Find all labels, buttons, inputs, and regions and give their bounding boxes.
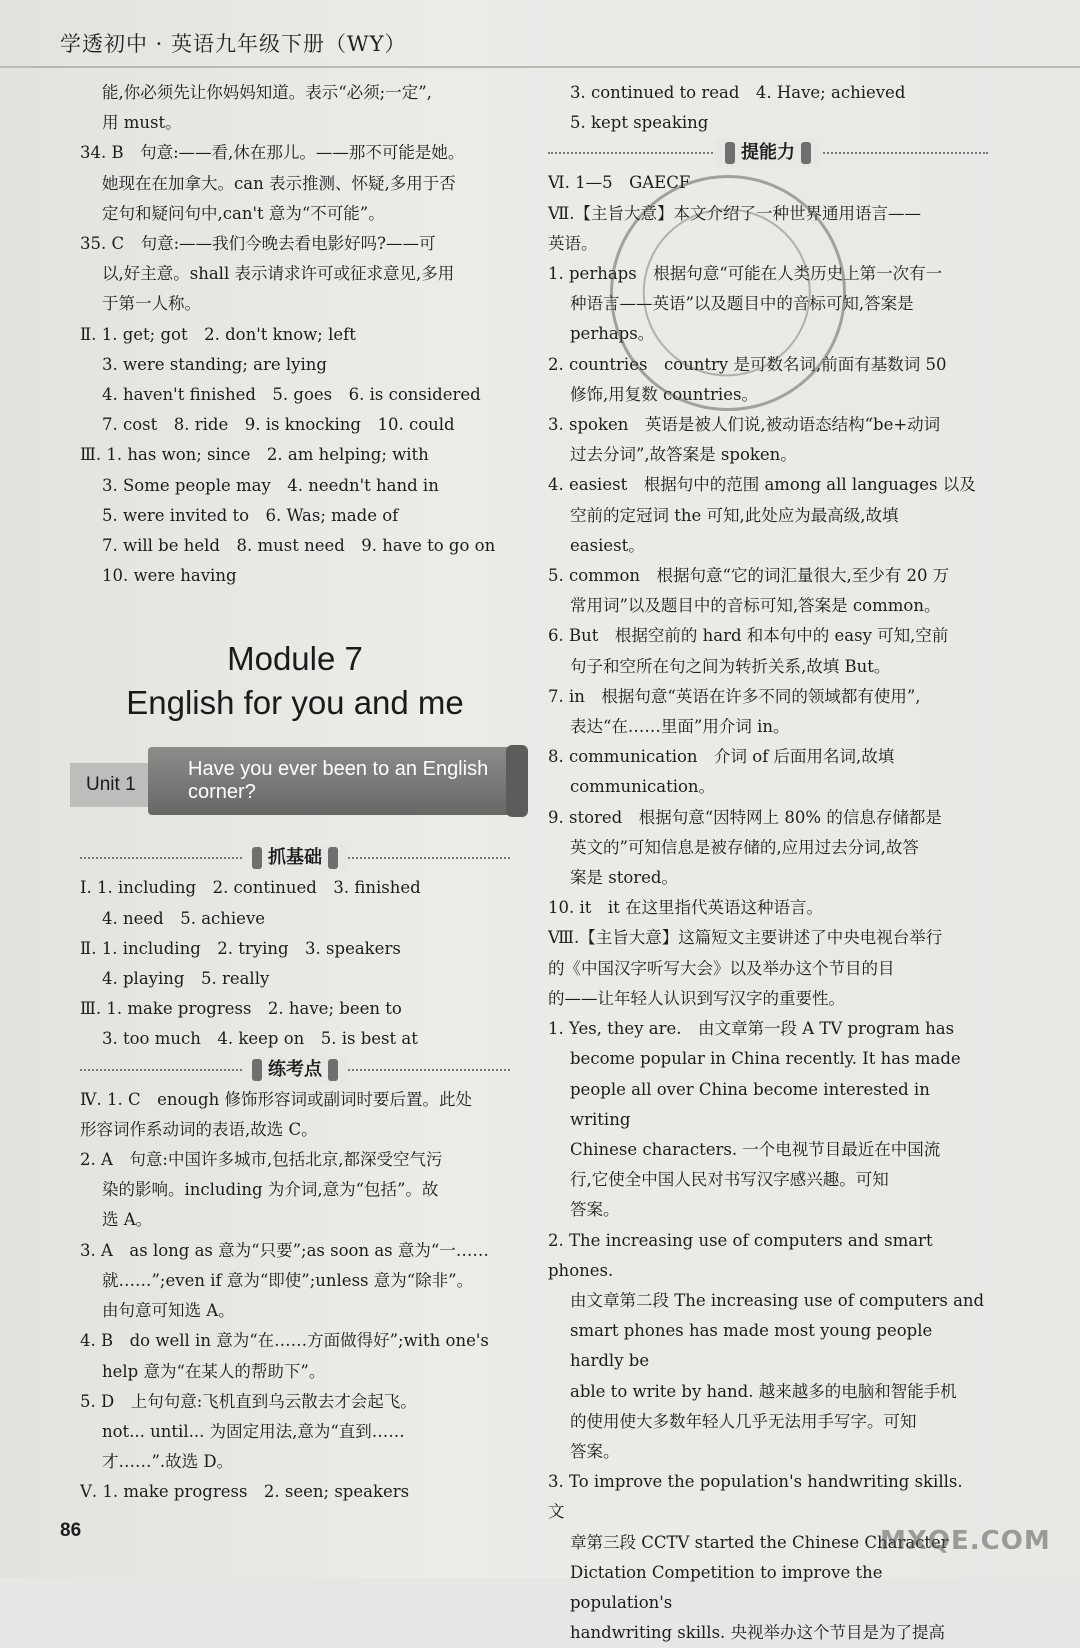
answer-line: Ⅱ. 1. including 2. trying 3. speakers: [80, 938, 401, 958]
answer-line: 染的影响。including 为介词,意为“包括”。故: [102, 1180, 439, 1200]
answer-line: 3. spoken 英语是被人们说,被动语态结构“be+动词: [548, 415, 941, 435]
answer-line: perhaps。: [570, 324, 655, 344]
section-title-ability: 提能力: [741, 142, 795, 164]
answer-line: smart phones has made most young people hardly be: [570, 1321, 933, 1371]
answer-line: 5. were invited to 6. Was; made of: [102, 505, 399, 525]
answer-line: 10. it it 在这里指代英语这种语言。: [548, 898, 824, 918]
answer-line: 3. To improve the population's handwriting skills. 文: [548, 1472, 980, 1522]
answer-line: easiest。: [570, 535, 645, 555]
module-title: [80, 637, 510, 725]
answer-line: 种语言——英语”以及题目中的音标可知,答案是: [570, 294, 914, 314]
answer-line: 4. haven't finished 5. goes 6. is considered: [102, 385, 481, 405]
answer-line: 3. continued to read 4. Have; achieved: [570, 83, 906, 102]
section-title-practice: 练考点: [268, 1058, 322, 1080]
answer-line: 8. communication 介词 of 后面用名词,故填: [548, 747, 895, 767]
right-main-answers: [548, 168, 988, 1648]
tag-cap-icon: [725, 142, 735, 164]
answer-line: 7. will be held 8. must need 9. have to go on: [102, 536, 496, 556]
answer-line: 4. B do well in 意为“在……方面做得好”;with one's: [80, 1331, 489, 1351]
page-number: 86: [60, 1520, 82, 1541]
answer-line: 章第三段 CCTV started the Chinese Character: [570, 1532, 949, 1552]
answer-line: 3. A as long as 意为“只要”;as soon as 意为“一……: [80, 1240, 489, 1260]
answer-line: 英文的”可知信息是被存储的,应用过去分词,故答: [570, 837, 919, 857]
tag-cap-icon: [252, 847, 262, 869]
answer-line: Ⅴ. 1. make progress 2. seen; speakers: [80, 1482, 410, 1502]
section-divider-ability: [548, 138, 988, 168]
module-name: English for you and me: [126, 684, 464, 722]
answer-line: Ⅰ. 1. including 2. continued 3. finished: [80, 878, 421, 898]
answer-line: able to write by hand. 越来越多的电脑和智能手机: [570, 1381, 957, 1401]
answer-line: 10. were having: [102, 566, 237, 586]
answer-line: 定句和疑问句中,can't 意为“不可能”。: [102, 203, 385, 223]
unit-title: Have you ever been to an English corner?: [188, 758, 489, 804]
answer-line: 3. too much 4. keep on 5. is best at: [102, 1029, 418, 1049]
answer-line: Ⅵ. 1—5 GAECF: [548, 173, 691, 193]
answer-line: 形容词作系动词的表语,故选 C。: [80, 1119, 318, 1139]
answer-line: 2. The increasing use of computers and smart phones.: [548, 1230, 933, 1280]
page-header-title: 学透初中 · 英语九年级下册（WY）: [60, 32, 407, 56]
answer-line: 5. kept speaking: [570, 113, 709, 133]
left-bottom-answers: [80, 1085, 510, 1508]
answer-line: 才……”.故选 D。: [102, 1452, 234, 1472]
left-mid-answers: [80, 873, 510, 1054]
answer-line: 表达“在……里面”用介词 in。: [570, 717, 790, 737]
left-column: [80, 78, 510, 1508]
banner-cap: [506, 745, 528, 817]
answer-line: 修饰,用复数 countries。: [570, 384, 758, 404]
answer-line: 的《中国汉字听写大会》以及举办这个节目的目: [548, 958, 895, 978]
tag-cap-icon: [328, 847, 338, 869]
answer-line: 4. playing 5. really: [102, 969, 270, 989]
answer-line: not... until... 为固定用法,意为“直到……: [102, 1421, 405, 1441]
answer-line: 的——让年轻人认识到写汉字的重要性。: [548, 988, 845, 1008]
answer-line: 5. D 上句句意:飞机直到乌云散去才会起飞。: [80, 1391, 417, 1411]
answer-line: Chinese characters. 一个电视节目最近在中国流: [570, 1139, 941, 1159]
answer-line: 6. But 根据空前的 hard 和本句中的 easy 可知,空前: [548, 626, 949, 646]
answer-line: Ⅶ.【主旨大意】本文介绍了一种世界通用语言——: [548, 203, 922, 223]
watermark-logo: MXQE.COM: [880, 1526, 1051, 1556]
right-column: [548, 78, 988, 1648]
answer-line: 案是 stored。: [570, 868, 678, 888]
answer-line: 就……”;even if 意为“即使”;unless 意为“除非”。: [102, 1270, 474, 1290]
answer-line: 答案。: [570, 1200, 620, 1220]
answer-line: become popular in China recently. It has made: [570, 1049, 961, 1069]
answer-line: 3. Some people may 4. needn't hand in: [102, 475, 439, 495]
answer-line: 过去分词”,故答案是 spoken。: [570, 445, 797, 465]
right-top-answers: [548, 78, 988, 138]
answer-line: 答案。: [570, 1441, 620, 1461]
answer-line: people all over China become interested in writing: [570, 1079, 930, 1129]
unit-banner: [70, 747, 530, 823]
answer-line: 常用词”以及题目中的音标可知,答案是 common。: [570, 596, 941, 616]
answer-line: 选 A。: [102, 1210, 153, 1230]
answer-line: Dictation Competition to improve the population's: [570, 1562, 883, 1612]
answer-line: 用 must。: [102, 113, 182, 133]
answer-line: Ⅲ. 1. make progress 2. have; been to: [80, 999, 402, 1019]
answer-line: 4. easiest 根据句中的范围 among all languages 以及: [548, 475, 976, 495]
answer-line: 英语。: [548, 233, 598, 253]
answer-line: 由句意可知选 A。: [102, 1301, 235, 1321]
answer-line: 于第一人称。: [102, 294, 201, 314]
answer-line: 7. in 根据句意“英语在许多不同的领域都有使用”,: [548, 686, 921, 706]
answer-line: help 意为“在某人的帮助下”。: [102, 1361, 326, 1381]
answer-line: 由文章第二段 The increasing use of computers and: [570, 1290, 985, 1310]
tag-cap-icon: [252, 1059, 262, 1081]
answer-line: 她现在在加拿大。can 表示推测、怀疑,多用于否: [102, 173, 456, 193]
answer-line: 35. C 句意:——我们今晚去看电影好吗?——可: [80, 234, 436, 254]
answer-line: Ⅲ. 1. has won; since 2. am helping; with: [80, 445, 429, 465]
tag-cap-icon: [801, 142, 811, 164]
answer-line: Ⅷ.【主旨大意】这篇短文主要讲述了中央电视台举行: [548, 928, 943, 948]
answer-line: 句子和空所在句之间为转折关系,故填 But。: [570, 656, 891, 676]
answer-line: 5. common 根据句意“它的词汇量很大,至少有 20 万: [548, 566, 950, 586]
answer-line: 2. countries country 是可数名词,前面有基数词 50: [548, 354, 947, 374]
tag-cap-icon: [328, 1059, 338, 1081]
answer-line: Ⅳ. 1. C enough 修饰形容词或副词时要后置。此处: [80, 1089, 472, 1109]
answer-line: Ⅱ. 1. get; got 2. don't know; left: [80, 324, 356, 344]
answer-line: 能,你必须先让你妈妈知道。表示“必须;一定”,: [102, 83, 432, 102]
section-title-basics: 抓基础: [268, 847, 322, 869]
unit-title-box: [148, 747, 518, 815]
answer-line: communication。: [570, 777, 716, 797]
unit-label: Unit 1: [70, 763, 162, 807]
answer-line: 的使用使大多数年轻人几乎无法用手写字。可知: [570, 1411, 917, 1431]
module-number: Module 7: [227, 640, 363, 678]
left-top-answers: [80, 78, 510, 591]
answer-line: 2. A 句意:中国许多城市,包括北京,都深受空气污: [80, 1150, 443, 1170]
answer-line: 1. Yes, they are. 由文章第一段 A TV program has: [548, 1019, 955, 1039]
answer-line: 7. cost 8. ride 9. is knocking 10. could: [102, 415, 455, 435]
answer-line: 34. B 句意:——看,休在那儿。——那不可能是她。: [80, 143, 465, 163]
answer-line: 空前的定冠词 the 可知,此处应为最高级,故填: [570, 505, 899, 525]
answer-line: 4. need 5. achieve: [102, 908, 266, 928]
section-divider-basics: [80, 843, 510, 873]
answer-line: 9. stored 根据句意“因特网上 80% 的信息存储都是: [548, 807, 942, 827]
answer-line: 以,好主意。shall 表示请求许可或征求意见,多用: [102, 264, 455, 284]
answer-line: 1. perhaps 根据句意“可能在人类历史上第一次有一: [548, 264, 943, 284]
section-divider-practice: [80, 1055, 510, 1085]
answer-line: handwriting skills. 央视举办这个节目是为了提高: [570, 1623, 946, 1643]
answer-line: 3. were standing; are lying: [102, 354, 327, 374]
answer-line: 行,它使全中国人民对书写汉字感兴趣。可知: [570, 1170, 889, 1190]
header-rule: [0, 66, 1080, 68]
